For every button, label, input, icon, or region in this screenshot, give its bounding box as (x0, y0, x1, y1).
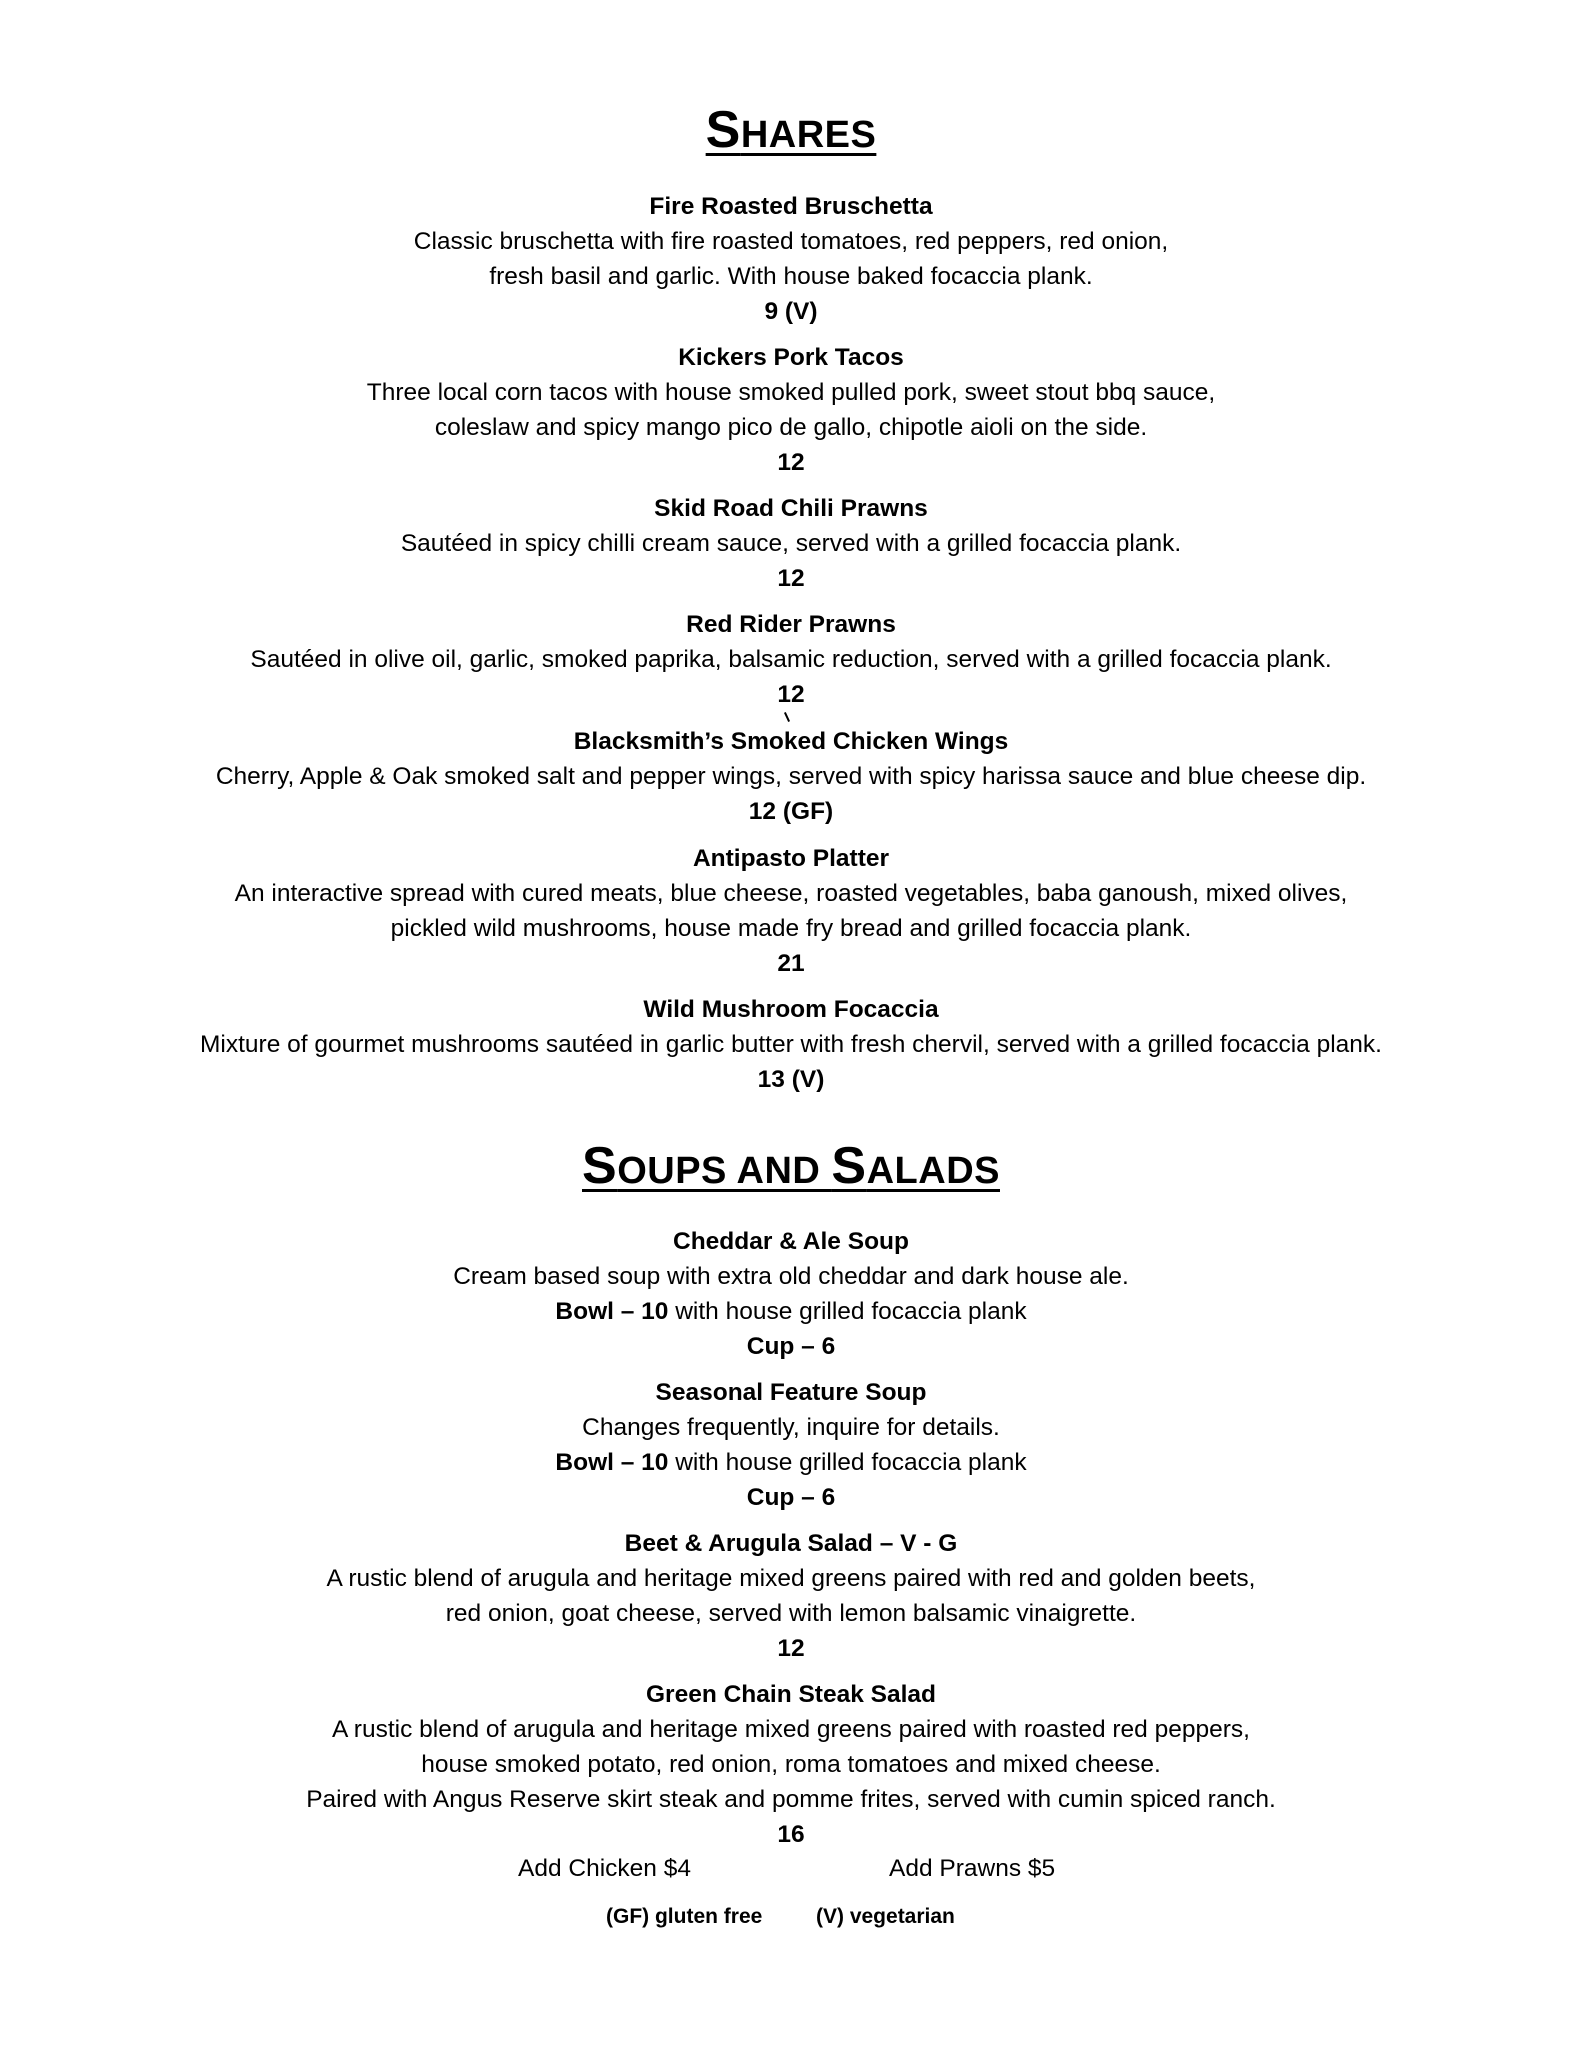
menu-item-name: Wild Mushroom Focaccia (643, 996, 939, 1023)
menu-item-name: Fire Roasted Bruschetta (649, 193, 933, 220)
menu-item-name: Cheddar & Ale Soup (673, 1228, 909, 1255)
menu-item-price: 12 (777, 1635, 805, 1662)
menu-item-description: red onion, goat cheese, served with lemon balsamic vinaigrette. (445, 1600, 1137, 1627)
soups-salads-heading: SOUPS AND SALADS (582, 1137, 1000, 1195)
menu-item-description: Cherry, Apple & Oak smoked salt and pepper wings, served with spicy harissa sauce and blue cheese dip. (215, 763, 1367, 790)
menu-item-description: A rustic blend of arugula and heritage mixed greens paired with roasted red peppers, (332, 1716, 1250, 1743)
menu-item-name: Beet & Arugula Salad – V - G (624, 1530, 958, 1557)
dietary-legend (0, 1902, 1582, 1932)
menu-item-name: Seasonal Feature Soup (655, 1379, 927, 1406)
add-chicken-option: Add Chicken $4 (518, 1855, 691, 1882)
menu-item-description: Paired with Angus Reserve skirt steak and pomme frites, served with cumin spiced ranch. (306, 1786, 1276, 1813)
menu-item-cup-price: Cup – 6 (746, 1484, 836, 1511)
menu-item-price: 12 (777, 565, 805, 592)
menu-item-bowl-price: Bowl – 10 with house grilled focaccia plank (555, 1298, 1027, 1325)
menu-item-name: Kickers Pork Tacos (678, 344, 904, 371)
menu-item-description: pickled wild mushrooms, house made fry bread and grilled focaccia plank. (390, 915, 1192, 942)
menu-item-description: An interactive spread with cured meats, blue cheese, roasted vegetables, baba ganoush, mixed olives, (234, 880, 1348, 907)
menu-item-price: 21 (777, 950, 805, 977)
legend-vegetarian: (V) vegetarian (816, 1905, 955, 1928)
menu-item-description: coleslaw and spicy mango pico de gallo, chipotle aioli on the side. (434, 414, 1148, 441)
menu-item-price: 9 (V) (764, 298, 818, 325)
menu-item-description: house smoked potato, red onion, roma tomatoes and mixed cheese. (421, 1751, 1161, 1778)
menu-item-description: A rustic blend of arugula and heritage mixed greens paired with red and golden beets, (326, 1565, 1256, 1592)
menu-item-name: Blacksmith’s Smoked Chicken Wings (573, 728, 1009, 755)
menu-item-description: Cream based soup with extra old cheddar and dark house ale. (453, 1263, 1129, 1290)
menu-item-price: 12 (GF) (748, 798, 834, 825)
menu-item-cup-price: Cup – 6 (746, 1333, 836, 1360)
menu-item-price: 13 (V) (757, 1066, 825, 1093)
menu-item-description: Sautéed in spicy chilli cream sauce, served with a grilled focaccia plank. (400, 530, 1182, 557)
legend-gluten-free: (GF) gluten free (606, 1905, 763, 1928)
add-ons-row (0, 1852, 1582, 1886)
menu-item-name: Green Chain Steak Salad (645, 1681, 937, 1708)
menu-item-description: Changes frequently, inquire for details. (582, 1414, 1000, 1441)
menu-item-description: Sautéed in olive oil, garlic, smoked paprika, balsamic reduction, served with a grilled focaccia plank. (250, 646, 1332, 673)
menu-item-name: Skid Road Chili Prawns (654, 495, 928, 522)
menu-item-description: Classic bruschetta with fire roasted tomatoes, red peppers, red onion, (413, 228, 1169, 255)
menu-item-description: Three local corn tacos with house smoked pulled pork, sweet stout bbq sauce, (366, 379, 1216, 406)
add-prawns-option: Add Prawns $5 (889, 1855, 1056, 1882)
menu-item-description: Mixture of gourmet mushrooms sautéed in garlic butter with fresh chervil, served with a grilled focaccia plank. (200, 1031, 1382, 1058)
menu-item-price: 16 (777, 1821, 805, 1848)
menu-item-bowl-price: Bowl – 10 with house grilled focaccia plank (555, 1449, 1027, 1476)
stray-mark (784, 712, 790, 722)
menu-item-name: Antipasto Platter (692, 845, 890, 872)
shares-heading: SHARES (705, 101, 877, 159)
menu-item-price: 12 (777, 449, 805, 476)
menu-item-name: Red Rider Prawns (686, 611, 896, 638)
menu-item-price: 12 (777, 681, 805, 708)
menu-item-description: fresh basil and garlic. With house baked focaccia plank. (489, 263, 1093, 290)
